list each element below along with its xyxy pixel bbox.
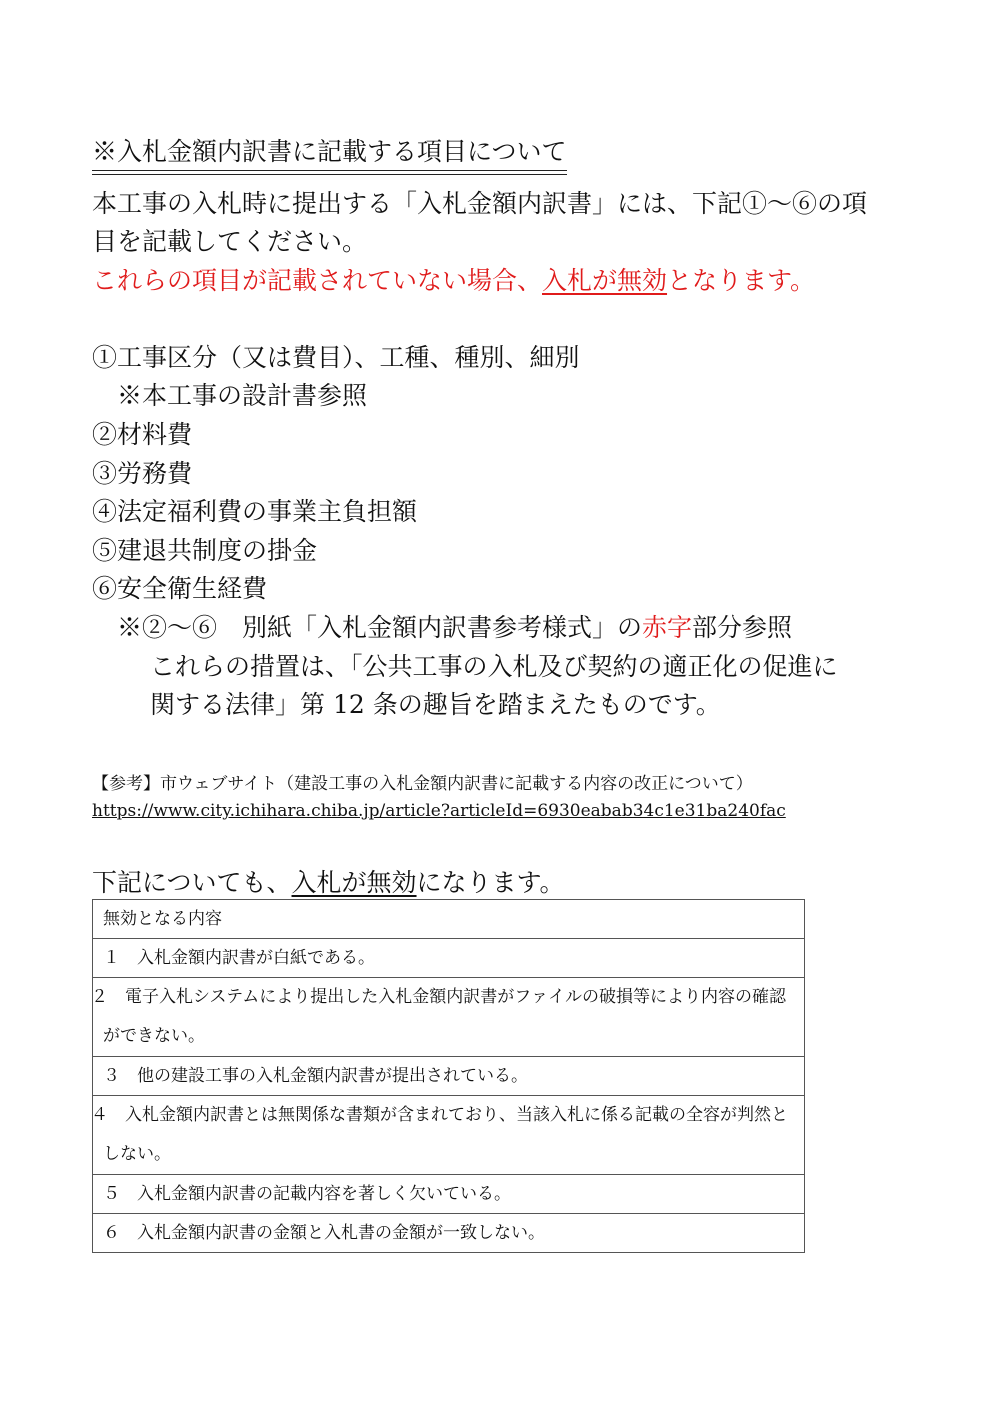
table-row: [93, 978, 805, 1057]
note-line-1: [92, 609, 792, 647]
item-1-note: ※本工事の設計書参照: [92, 381, 368, 410]
warning-text: これらの項目が記載されていない場合、: [92, 266, 543, 295]
warning-invalid-underlined: 入札が無効: [542, 266, 668, 295]
intro-line-1: 本工事の入札時に提出する「入札金額内訳書」には、下記①～⑥の項: [92, 189, 868, 218]
reference-link[interactable]: https://www.city.ichihara.chiba.jp/article?articleId=6930eabab34c1e31ba240fac: [92, 801, 786, 821]
subheading-text: 下記についても、: [92, 868, 292, 897]
reference-label: 【参考】市ウェブサイト（建設工事の入札金額内訳書に記載する内容の改正について）: [92, 774, 753, 794]
subheading-underlined: 入札が無効: [291, 868, 417, 897]
table-cell: ２ 電子入札システムにより提出した入札金額内訳書がファイルの破損等により内容の確認ができない。: [93, 978, 805, 1057]
table-cell: ５ 入札金額内訳書の記載内容を著しく欠いている。: [93, 1175, 805, 1214]
table-header-row: [93, 900, 805, 939]
invalid-contents-table: [92, 899, 805, 1253]
table-cell: ３ 他の建設工事の入札金額内訳書が提出されている。: [93, 1057, 805, 1096]
intro-line-2: 目を記載してください。: [92, 227, 368, 256]
page-title: ※入札金額内訳書に記載する項目について: [92, 134, 567, 171]
note-line-3: 関する法律」第 12 条の趣旨を踏まえたものです。: [150, 690, 721, 719]
table-cell: ４ 入札金額内訳書とは無関係な書類が含まれており、当該入札に係る記載の全容が判然としない。: [93, 1096, 805, 1175]
table-row: [93, 1214, 805, 1253]
table-header-cell: 無効となる内容: [93, 900, 805, 939]
warning-text-end: となります。: [667, 266, 816, 295]
item-5: ⑤建退共制度の掛金: [92, 536, 318, 565]
table-row: [93, 1175, 805, 1214]
subheading-text-end: になります。: [416, 868, 565, 897]
note-line-2: これらの措置は、「公共工事の入札及び契約の適正化の促進に: [150, 652, 838, 681]
note-text-end: 部分参照: [692, 613, 793, 642]
table-row: [93, 1057, 805, 1096]
invalid-subheading: [92, 864, 565, 902]
table-row: [93, 939, 805, 978]
item-4: ④法定福利費の事業主負担額: [92, 497, 418, 526]
item-2: ②材料費: [92, 420, 193, 449]
item-3: ③労務費: [92, 459, 193, 488]
table-cell: １ 入札金額内訳書が白紙である。: [93, 939, 805, 978]
item-1: ①工事区分（又は費目）、工種、種別、細別: [92, 343, 580, 372]
table-cell: ６ 入札金額内訳書の金額と入札書の金額が一致しない。: [93, 1214, 805, 1253]
table-row: [93, 1096, 805, 1175]
warning-line: [92, 262, 815, 300]
item-6: ⑥安全衛生経費: [92, 574, 268, 603]
note-text: ※②～⑥ 別紙「入札金額内訳書参考様式」の: [92, 613, 643, 642]
note-red-text: 赤字: [642, 613, 693, 642]
